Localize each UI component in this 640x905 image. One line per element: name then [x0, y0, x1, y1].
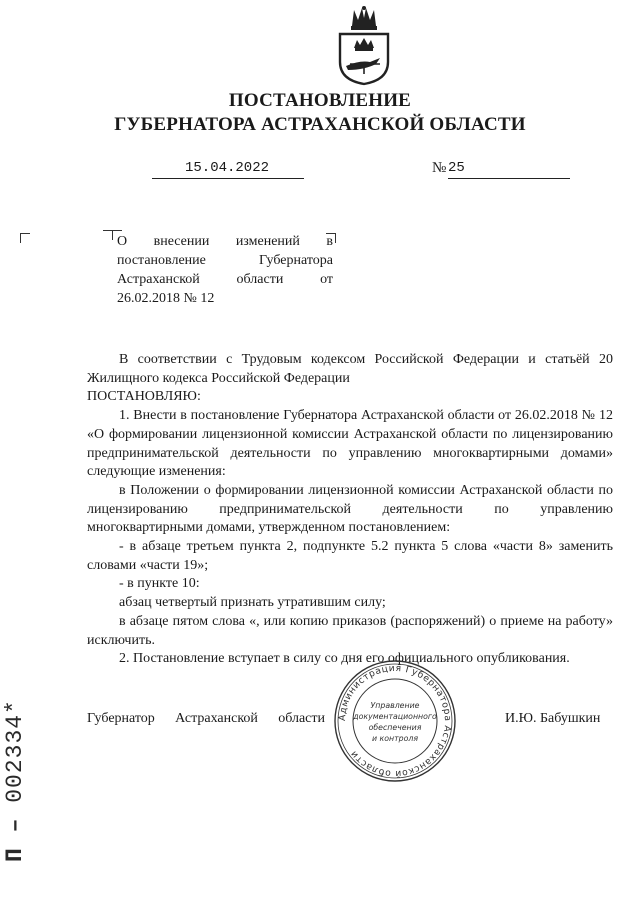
seal-inner-line: и контроля — [371, 734, 419, 743]
document-number: 25 — [448, 160, 465, 176]
document-subject: О внесении изменений в постановление Губернатора Астраханской области от 26.02.2018 № 12 — [117, 234, 333, 306]
coat-of-arms-emblem — [336, 4, 392, 86]
document-type-title: ПОСТАНОВЛЕНИЕ — [228, 90, 412, 111]
official-seal — [332, 658, 458, 784]
signatory-name: И.Ю. Бабушкин — [505, 711, 601, 726]
amendment-item: - в пункте 10: — [119, 576, 200, 592]
number-label: № — [432, 160, 447, 176]
preamble-paragraph: В соответствии с Трудовым кодексом Российской Федерации и статьёй 20 Жилищного кодекса Российской Федерации — [87, 352, 613, 386]
seal-outer-text: Администрация Губернатора Астраханской области — [336, 662, 454, 780]
margin-corner-mark — [20, 233, 30, 243]
seal-inner-line: документационного — [353, 712, 437, 721]
amendment-item: в абзаце пятом слова «, или копию приказов (распоряжений) о приеме на работу» исключить. — [87, 613, 613, 648]
form-serial-number: 002334* — [2, 699, 28, 803]
clause-1-paragraph: 1. Внести в постановление Губернатора Астраханской области от 26.02.2018 № 12 «О формировании лицензионной комиссии Астраханской области по лицензированию предпринимательской деятельности по управлению многоквартирными домами» следующие изменения: — [87, 408, 613, 480]
regulation-paragraph: в Положении о формировании лицензионной комиссии Астраханской области по лицензированию предпринимательской деятельности по управлению многоквартирными домами, утвержденном постановлением: — [87, 482, 613, 536]
seal-inner-line: Управление — [370, 701, 420, 710]
amendment-item: - в абзаце третьем пункта 2, подпункте 5.2 пункта 5 слова «части 8» заменить словами «части 19»; — [87, 539, 613, 573]
svg-text:Администрация Губернатора Астр — [337, 663, 453, 779]
clause-2-paragraph: 2. Постановление вступает в силу со дня его официального опубликования. — [119, 651, 570, 667]
form-series: П – — [2, 817, 28, 862]
number-underline — [448, 160, 570, 179]
amendment-item: абзац четвертый признать утратившим силу; — [119, 595, 386, 611]
seal-inner-line: обеспечения — [368, 723, 422, 732]
signatory-position: Губернатор Астраханской области — [87, 711, 325, 726]
resolve-heading: ПОСТАНОВЛЯЮ: — [87, 389, 201, 405]
document-date: 15.04.2022 — [185, 160, 270, 176]
form-serial-stamp — [2, 662, 42, 862]
document-body — [87, 351, 613, 669]
issuer-title: ГУБЕРНАТОРА АСТРАХАНСКОЙ ОБЛАСТИ — [114, 114, 526, 135]
